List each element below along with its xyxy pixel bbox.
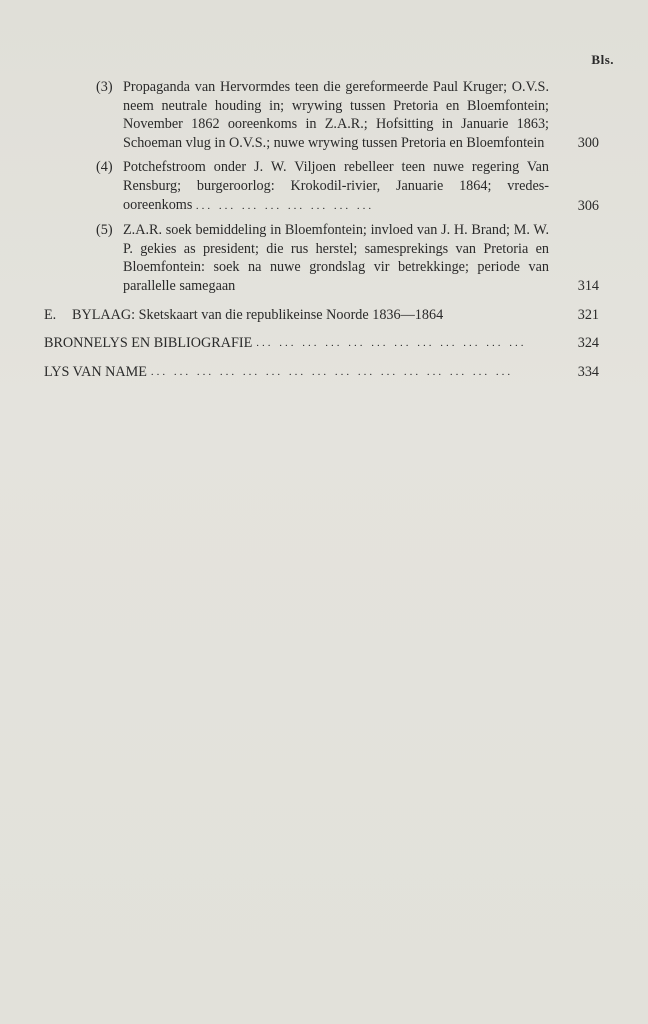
table-of-contents xyxy=(44,78,599,381)
toc-entry-bylaag xyxy=(44,306,599,325)
toc-entry-5 xyxy=(44,221,599,295)
toc-entry-bronnelys xyxy=(44,334,599,353)
entry-page-number: 300 xyxy=(577,134,599,151)
entry-page-number: 314 xyxy=(577,277,599,294)
toc-entry-lys-van-name xyxy=(44,363,599,382)
entry-label: LYS VAN NAME xyxy=(44,363,147,380)
entry-label: BRONNELYS EN BIBLIOGRAFIE xyxy=(44,335,253,352)
entry-text-row xyxy=(44,334,549,353)
entry-page-number: 321 xyxy=(577,306,599,323)
entry-page-number: 306 xyxy=(577,197,599,214)
entry-number: (3) xyxy=(96,79,113,95)
entry-page-number: 324 xyxy=(577,335,599,352)
toc-entry-4 xyxy=(44,158,599,215)
leader-dots: ... ... ... ... ... ... ... ... ... ... ... ... xyxy=(256,337,527,350)
entry-text: BYLAAG: Sketskaart van die republikeinse Noorde 1836—1864 xyxy=(72,306,444,323)
entry-number: (4) xyxy=(96,159,113,176)
entry-text-wrapper xyxy=(96,158,549,215)
entry-text-row xyxy=(44,363,549,382)
entry-page-number: 334 xyxy=(577,363,599,380)
toc-entry-3 xyxy=(44,78,599,152)
page-column-header: Bls. xyxy=(591,52,614,67)
leader-dots: ... ... ... ... ... ... ... ... xyxy=(195,199,375,212)
leader-dots: ... ... ... ... ... ... ... ... ... ... ... ... ... ... ... ... xyxy=(150,365,514,378)
section-letter: E. xyxy=(44,306,57,323)
entry-number: (5) xyxy=(96,222,113,239)
entry-text: Potchefstroom onder J. W. Viljoen rebelleer teen nuwe regering Van Rensburg; burgeroorlog: Krokodil-rivier, Januarie 1864; vredes-ooreenkoms xyxy=(123,159,549,213)
entry-text: Z.A.R. soek bemiddeling in Bloemfontein; invloed van J. H. Brand; M. W. P. gekies as president; die rus herstel; samesprekings van Pretoria en Bloemfontein: soek na nuwe grondslag vir betrekkinge; periode van parallelle samegaan xyxy=(123,222,549,294)
entry-text: Propaganda van Hervormdes teen die gereformeerde Paul Kruger; O.V.S. neem neutrale houding in; wrywing tussen Pretoria en Bloemfontein; November 1862 ooreenkoms in Z.A.R.; Hofsitting in Januarie 1863; Schoeman vlug in O.V.S.; nuwe wrywing tussen Pretoria en Bloemfontein xyxy=(123,79,549,151)
